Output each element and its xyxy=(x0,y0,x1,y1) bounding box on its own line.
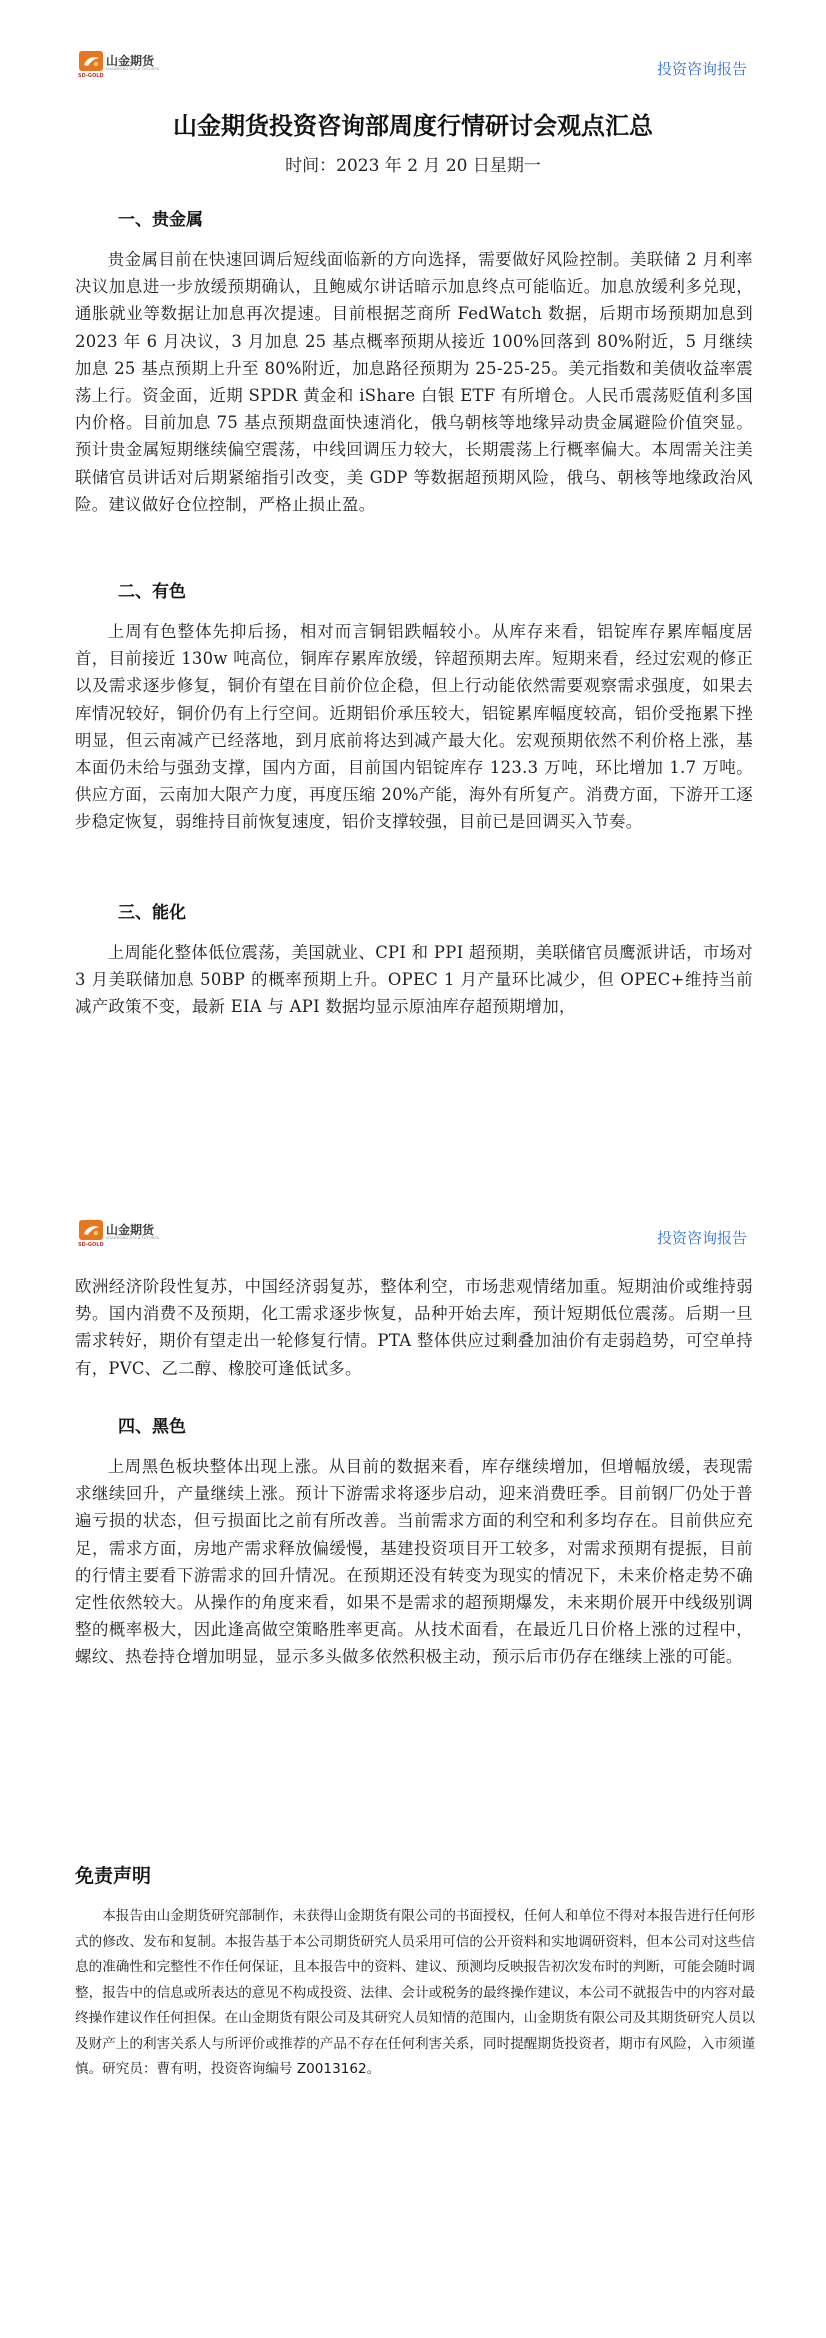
disclaimer-title: 免责声明 xyxy=(75,1865,152,1887)
logo-english: SD-GOLD xyxy=(78,1242,104,1248)
report-date: 时间：2023 年 2 月 20 日星期一 xyxy=(285,156,541,176)
report-type-label: 投资咨询报告 xyxy=(656,1229,747,1247)
disclaimer-text: 本报告由山金期货研究部制作，未获得山金期货有限公司的书面授权，任何人和单位不得对本报告进行任何形式的修改、发布和复制。本报告基于本公司期货研究人员采用可信的公开资料和实地调研资料，但本公司对这些信息的准确性和完整性不作任何保证，且本报告中的资料、建议、预测均反映报告初次发布时的判断，可能会随时调整，报告中的信息或所表达的意见不构成投资、法律、会计或税务的最终操作建议，本公司不就报告中的内容对最终操作建议作任何担保。在山金期货有限公司及其研究人员知情的范围内，山金期货有限公司及其期货研究人员以及财产上的利害关系人与所评价或推荐的产品不存在任何利害关系，同时提醒期货投资者，期市有风险，入市须谨慎。研究员：曹有明，投资咨询编号 Z0013162。 xyxy=(75,1908,755,2077)
section-text-precious-metals: 贵金属目前在快速回调后短线面临新的方向选择，需要做好风险控制。美联储 2 月利率决议加息进一步放缓预期确认，且鲍威尔讲话暗示加息终点可能临近。加息放缓利多兑现，通胀就业等数据让加息再次提速。目前根据芝商所 FedWatch 数据，后期市场预期加息到 2023 年 6 月决议，3 月加息 25 基点概率预期从接近 100%回落到 80%附近，5 月继续加息 25 基点预期上升至 80%附近，加息路径预期为 25-25-25。美元指数和美债收益率震荡上行。资金面，近期 SPDR 黄金和 iShare 白银 ETF 有所增仓。人民币震荡贬值利多国内价格。目前加息 75 基点预期盘面快速消化，俄乌朝核等地缘异动贵金属避险价值突显。预计贵金属短期继续偏空震荡，中线回调压力较大，长期震荡上行概率偏大。本周需关注美联储官员讲话对后期紧缩指引改变，美 GDP 等数据超预期风险，俄乌、朝核等地缘政治风险。建议做好仓位控制，严格止损止盈。 xyxy=(75,250,753,514)
logo-name: 山金期货 xyxy=(106,1223,155,1237)
section-heading-energy-chemicals: 三、能化 xyxy=(118,903,186,923)
page-2 xyxy=(0,1169,826,2338)
logo-subtitle: SHANDONG GOLD FUTURES xyxy=(106,1236,160,1240)
section-text-energy-chemicals-continued: 欧洲经济阶段性复苏，中国经济弱复苏，整体利空，市场悲观情绪加重。短期油价或维持弱势。国内消费不及预期，化工需求逐步恢复，品种开始去库，预计短期低位震荡。后期一旦需求转好，期价有望走出一轮修复行情。PTA 整体供应过剩叠加油价有走弱趋势，可空单持有，PVC、乙二醇、橡胶可逢低试多。 xyxy=(75,1277,753,1378)
page-title: 山金期货投资咨询部周度行情研讨会观点汇总 xyxy=(173,112,653,140)
section-text-energy-chemicals: 上周能化整体低位震荡，美国就业、CPI 和 PPI 超预期，美联储官员鹰派讲话，市场对 3 月美联储加息 50BP 的概率预期上升。OPEC 1 月产量环比减少，但 OPEC+维持当前减产政策不变，最新 EIA 与 API 数据均显示原油库存超预期增加， xyxy=(75,943,753,1017)
section-heading-nonferrous: 二、有色 xyxy=(118,582,186,602)
logo-name: 山金期货 xyxy=(106,54,155,68)
section-heading-precious-metals: 一、贵金属 xyxy=(118,210,203,230)
section-text-nonferrous: 上周有色整体先抑后扬，相对而言铜铝跌幅较小。从库存来看，铝锭库存累库幅度居首，目前接近 130w 吨高位，铜库存累库放缓，锌超预期去库。短期来看，经过宏观的修正以及需求逐步修复，铜价有望在目前价位企稳，但上行动能依然需要观察需求强度，如果去库情况较好，铜价仍有上行空间。近期铝价承压较大，铝锭累库幅度较高，铝价受拖累下挫明显，但云南减产已经落地，到月底前将达到减产最大化。宏观预期依然不利价格上涨，基本面仍未给与强劲支撑，国内方面，目前国内铝锭库存 123.3 万吨，环比增加 1.7 万吨。供应方面，云南加大限产力度，再度压缩 20%产能，海外有所复产。消费方面，下游开工逐步稳定恢复，弱维持目前恢复速度，铝价支撑较强，目前已是回调买入节奏。 xyxy=(75,622,753,832)
report-type-label: 投资咨询报告 xyxy=(656,60,747,78)
logo-mark-icon xyxy=(78,50,104,72)
section-heading-ferrous: 四、黑色 xyxy=(118,1417,186,1437)
section-text-ferrous: 上周黑色板块整体出现上涨。从目前的数据来看，库存继续增加，但增幅放缓，表现需求继续回升，产量继续上涨。预计下游需求将逐步启动，迎来消费旺季。目前钢厂仍处于普遍亏损的状态，但亏损面比之前有所改善。当前需求方面的利空和利多均存在。目前供应充足，需求方面，房地产需求释放偏缓慢，基建投资项目开工较多，对需求预期有提振，目前的行情主要看下游需求的回升情况。在预期还没有转变为现实的情况下，未来价格走势不确定性依然较大。从操作的角度来看，如果不是需求的超预期爆发，未来期价展开中线级别调整的概率极大，因此逢高做空策略胜率更高。从技术面看，在最近几日价格上涨的过程中，螺纹、热卷持仓增加明显，显示多头做多依然积极主动，预示后市仍存在继续上涨的可能。 xyxy=(75,1457,753,1667)
page-header xyxy=(0,0,826,90)
company-logo xyxy=(78,50,168,80)
logo-subtitle: SHANDONG GOLD FUTURES xyxy=(106,67,160,71)
logo-english: SD-GOLD xyxy=(78,73,104,79)
logo-mark-icon xyxy=(78,1219,104,1241)
company-logo xyxy=(78,1219,168,1249)
